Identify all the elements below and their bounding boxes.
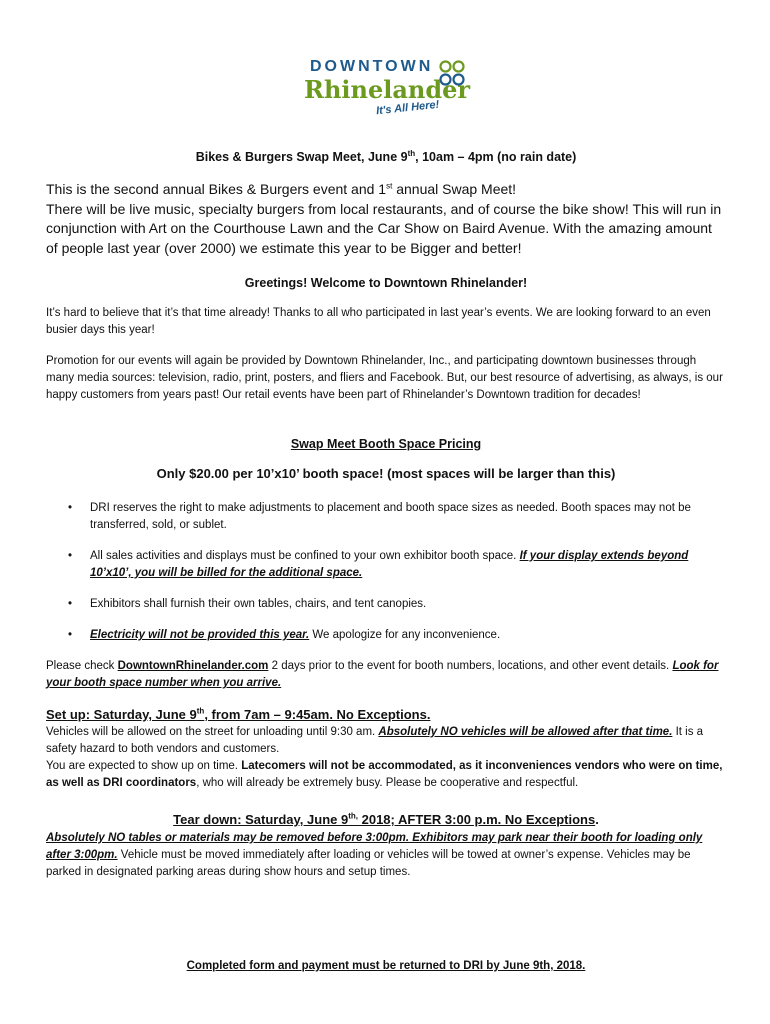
intro-paragraph — [46, 180, 726, 258]
event-title: Bikes & Burgers Swap Meet, June 9th, 10am – 4pm (no rain date) — [195, 148, 577, 164]
list-item: • Electricity will not be provided this year. We apologize for any inconvenience. — [68, 629, 501, 641]
list-item: • All sales activities and displays must be confined to your own exhibitor booth space. If your display extends beyond 10’x10’, you will be billed for the additional space. — [68, 550, 689, 579]
footer-note: Completed form and payment must be returned to DRI by June 9th, 2018. — [186, 960, 586, 972]
logo-city-text: Rhinelander — [304, 75, 471, 104]
intro-line-1: This is the second annual Bikes & Burgers event and 1st annual Swap Meet! — [46, 181, 517, 197]
logo-downtown-text: DOWNTOWN — [310, 58, 434, 75]
setup-paragraph: Vehicles will be allowed on the street for unloading until 9:30 am. Absolutely NO vehicles will be allowed after that time. It is a safety hazard to both vendors and customers. You are expected to show up on time. Latecomers will not be accommodated, as it inconveniences vendors who were on time, as well as DRI coordinators, who will already be extremely busy. Please be cooperative and respectful. — [46, 726, 723, 789]
website-link[interactable]: DowntownRhinelander.com — [117, 660, 269, 672]
teardown-paragraph: Absolutely NO tables or materials may be removed before 3:00pm. Exhibitors may park near their booth for loading only after 3:00pm. Vehicle must be moved immediately after loading or vehicles will be towed at owner’s expense. Vehicles may be parked in designated parking areas during show hours and setup times. — [46, 832, 703, 878]
check-website-paragraph: Please check DowntownRhinelander.com 2 days prior to the event for booth numbers, locations, and other event details. Look for your booth space number when you arrive. — [46, 660, 719, 689]
pricing-line: Only $20.00 per 10’x10’ booth space! (most spaces will be larger than this) — [156, 466, 616, 481]
list-item: • Exhibitors shall furnish their own tables, chairs, and tent canopies. — [68, 598, 427, 610]
pricing-heading: Swap Meet Booth Space Pricing — [290, 437, 482, 451]
downtown-rhinelander-logo — [300, 56, 472, 122]
teardown-heading: Tear down: Saturday, June $9^{th,}$ 2018; AFTER 3:00 p.m. No Exceptions. — [173, 811, 599, 827]
paragraph-thanks: It’s hard to believe that it’s that time already! Thanks to all who participated in last year’s events. We are looking forward to an even busier days this year! — [46, 307, 711, 336]
greeting-heading: Greetings! Welcome to Downtown Rhinelander! — [244, 276, 528, 290]
list-item: • DRI reserves the right to make adjustments to placement and booth space sizes as needed. Booth spaces may not be transferred, sold, or sublet. — [68, 502, 691, 531]
paragraph-promotion: Promotion for our events will again be provided by Downtown Rhinelander, Inc., and participating downtown businesses through many media sources: television, radio, print, posters, and fliers and Facebook. But, our best resource of advertising, as always, is our happy customers from years past! Our retail events have been part of Rhinelander’s Downtown tradition for decades! — [46, 355, 723, 401]
intro-line-2: There will be live music, specialty burgers from local restaurants, and of course the bike show! This will run in conjunction with Art on the Courthouse Lawn and the Car Show on Baird Avenue. With the amazing amount of people last year (over 2000) we estimate this year to be Bigger and better! — [46, 200, 722, 256]
logo-tagline: It's All Here! — [375, 98, 440, 118]
setup-heading: Set up: Saturday, June 9th, from 7am – 9:45am. No Exceptions. — [46, 706, 431, 722]
